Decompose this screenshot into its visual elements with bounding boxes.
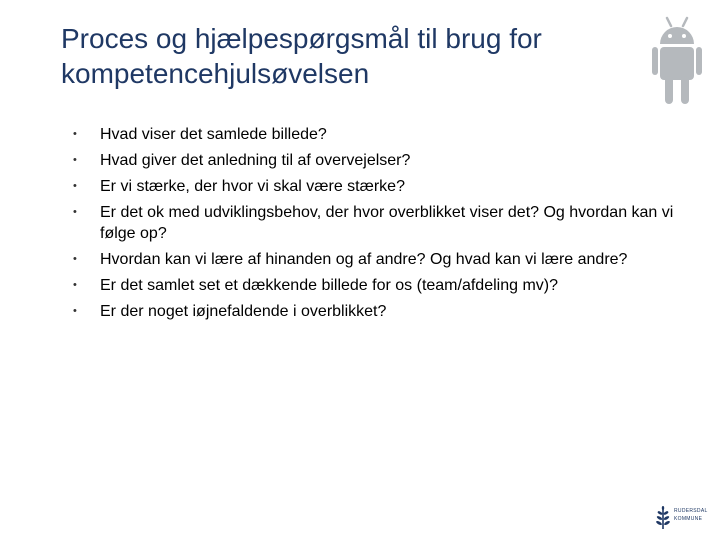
list-item (73, 150, 703, 171)
bullet-text: Er det samlet set et dækkende billede for os (team/afdeling mv)? (100, 277, 558, 294)
list-item (73, 301, 703, 322)
list-item (73, 275, 703, 296)
bullet-marker: • (73, 154, 77, 166)
slide-title: Proces og hjælpespørgsmål til brug for kompetencehjulsøvelsen (61, 23, 542, 89)
bullet-text: Er der noget iøjnefaldende i overblikket? (100, 303, 387, 320)
bullet-marker: • (73, 279, 77, 291)
logo-subname: KOMMUNE (674, 516, 703, 522)
logo-name: RUDERSDAL (674, 508, 708, 514)
list-item (73, 249, 703, 270)
municipality-logo (655, 503, 715, 533)
bullet-text: Hvordan kan vi lære af hinanden og af andre? Og hvad kan vi lære andre? (100, 251, 628, 268)
list-item (73, 176, 703, 197)
bullet-text: Er det ok med udviklingsbehov, der hvor overblikket viser det? Og hvordan kan vi følge op? (100, 204, 674, 242)
bullet-list (73, 124, 703, 327)
list-item (73, 202, 703, 244)
bullet-text: Hvad viser det samlede billede? (100, 126, 327, 143)
bullet-text: Hvad giver det anledning til af overvejelser? (100, 152, 411, 169)
bullet-marker: • (73, 128, 77, 140)
bullet-marker: • (73, 305, 77, 317)
android-robot-icon (652, 14, 702, 106)
list-item (73, 124, 703, 145)
grain-emblem-icon (655, 506, 671, 530)
bullet-text: Er vi stærke, der hvor vi skal være stærke? (100, 178, 405, 195)
bullet-marker: • (73, 180, 77, 192)
bullet-marker: • (73, 253, 77, 265)
bullet-marker: • (73, 206, 77, 218)
